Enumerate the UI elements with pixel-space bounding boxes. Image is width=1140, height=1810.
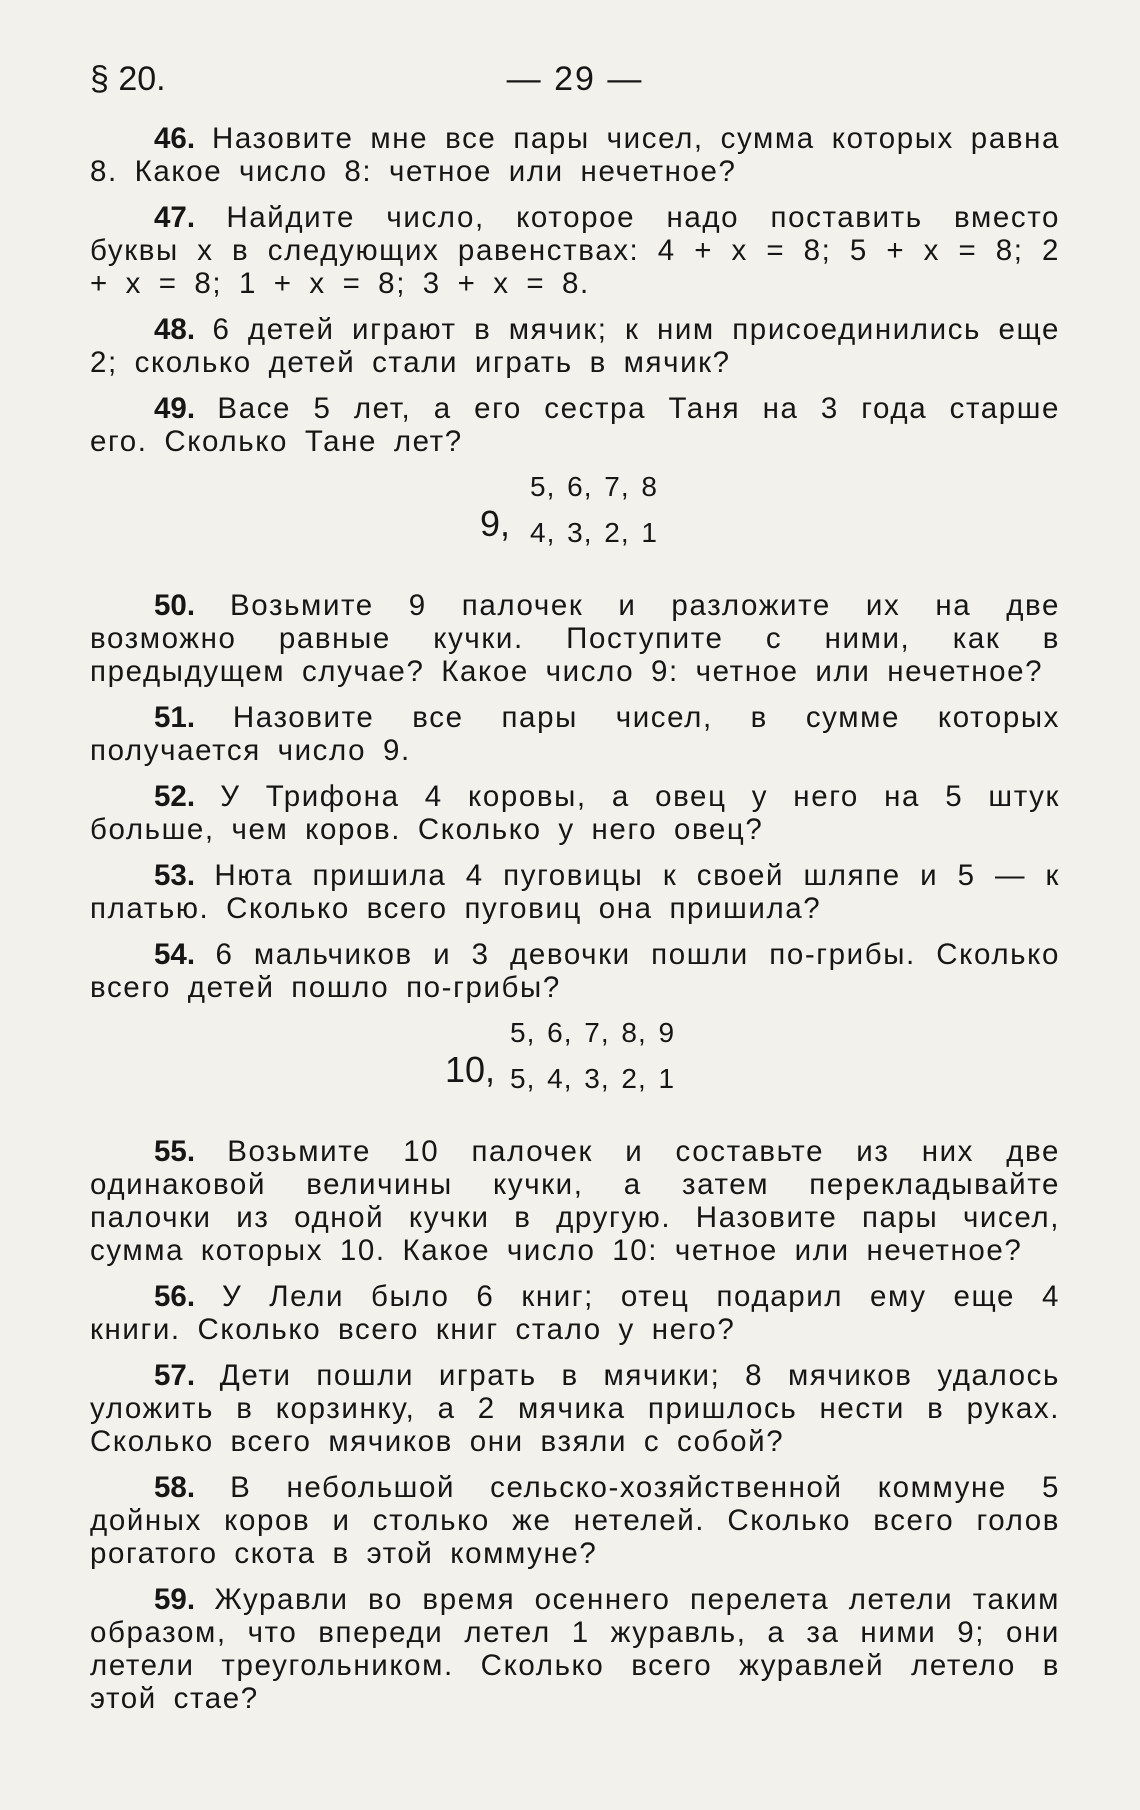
- decomposition-bottom-row: 4, 3, 2, 1: [530, 517, 658, 548]
- problem-51: [90, 701, 1060, 767]
- problem-number: 56.: [154, 1280, 196, 1313]
- problem-text: Назовите все пары чисел, в сумме которых получается число 9.: [90, 701, 1060, 767]
- problem-number: 54.: [154, 938, 196, 971]
- section-number: § 20.: [90, 60, 166, 98]
- problem-number: 50.: [154, 589, 196, 622]
- problem-number: 57.: [154, 1359, 196, 1392]
- problem-text: 6 мальчиков и 3 девочки пошли по-грибы. Сколько всего детей пошло по-грибы?: [90, 938, 1060, 1004]
- problem-50: [90, 589, 1060, 688]
- problem-number: 49.: [154, 392, 196, 425]
- decomposition-top-row: 5, 6, 7, 8, 9: [510, 1017, 676, 1048]
- problem-text: Возьмите 9 палочек и разложите их на две возможно равные кучки. Поступите с ними, как в предыдущем случае? Какое число 9: четное или нечетное?: [90, 589, 1060, 688]
- problem-52: [90, 780, 1060, 846]
- problem-58: [90, 1471, 1060, 1570]
- problem-number: 59.: [154, 1583, 196, 1616]
- decomposition-10: [90, 1017, 1060, 1121]
- problem-47: [90, 201, 1060, 300]
- problem-number: 47.: [154, 201, 196, 234]
- problem-text: Возьмите 10 палочек и составьте из них две одинаковой величины кучки, а затем перекладывайте палочки из одной кучки в другую. Назовите пары чисел, сумма которых 10. Какое число 10: четное или нечетное?: [90, 1135, 1060, 1267]
- problem-text: У Трифона 4 коровы, а овец у него на 5 штук больше, чем коров. Сколько у него овец?: [90, 780, 1060, 846]
- problem-number: 48.: [154, 313, 196, 346]
- problem-55: [90, 1135, 1060, 1267]
- problem-text: 6 детей играют в мячик; к ним присоединились еще 2; сколько детей стали играть в мячик?: [90, 313, 1060, 379]
- problem-text: Назовите мне все пары чисел, сумма которых равна 8. Какое число 8: четное или нечетное?: [90, 122, 1060, 188]
- decomposition-number: 10,: [445, 1049, 496, 1090]
- problem-48: [90, 313, 1060, 379]
- problem-number: 53.: [154, 859, 196, 892]
- problem-number: 55.: [154, 1135, 196, 1168]
- problem-number: 51.: [154, 701, 196, 734]
- problem-text: Журавли во время осеннего перелета летели таким образом, что впереди летел 1 журавль, а за ними 9; они летели треугольником. Сколько всего журавлей летело в этой стае?: [90, 1583, 1060, 1715]
- problem-56: [90, 1280, 1060, 1346]
- decomposition-bottom-row: 5, 4, 3, 2, 1: [510, 1063, 676, 1094]
- decomposition-top-row: 5, 6, 7, 8: [530, 471, 658, 502]
- problem-group-b: [90, 589, 1060, 1004]
- problem-number: 52.: [154, 780, 196, 813]
- problem-49: [90, 392, 1060, 458]
- problem-group-a: [90, 122, 1060, 458]
- problem-46: [90, 122, 1060, 188]
- problem-text: У Лели было 6 книг; отец подарил ему еще 4 книги. Сколько всего книг стало у него?: [90, 1280, 1060, 1346]
- problem-59: [90, 1583, 1060, 1715]
- problem-text: В небольшой сельско-хозяйственной коммуне 5 дойных коров и столько же нетелей. Сколько всего голов рогатого скота в этой коммуне?: [90, 1471, 1061, 1570]
- problem-53: [90, 859, 1060, 925]
- problem-text: Дети пошли играть в мячики; 8 мячиков удалось уложить в корзинку, а 2 мячика пришлось нести в руках. Сколько всего мячиков они взяли с собой?: [90, 1359, 1060, 1458]
- problem-text: Нюта пришила 4 пуговицы к своей шляпе и 5 — к платью. Сколько всего пуговиц она пришила?: [90, 859, 1060, 925]
- decomposition-number: 9,: [480, 503, 511, 544]
- problem-text: Найдите число, которое надо поставить вместо буквы x в следующих равенствах: 4 + x = 8; 5 + x = 8; 2 + x = 8; 1 + x = 8; 3 + x = 8.: [90, 201, 1060, 300]
- page-number: — 29 —: [506, 60, 644, 98]
- decomposition-9: [90, 471, 1060, 575]
- problem-text: Васе 5 лет, а его сестра Таня на 3 года старше его. Сколько Тане лет?: [90, 392, 1061, 458]
- problem-number: 58.: [154, 1471, 196, 1504]
- problem-54: [90, 938, 1060, 1004]
- page-header: [90, 60, 1060, 122]
- problem-number: 46.: [154, 122, 196, 155]
- problem-57: [90, 1359, 1060, 1458]
- problem-group-c: [90, 1135, 1060, 1715]
